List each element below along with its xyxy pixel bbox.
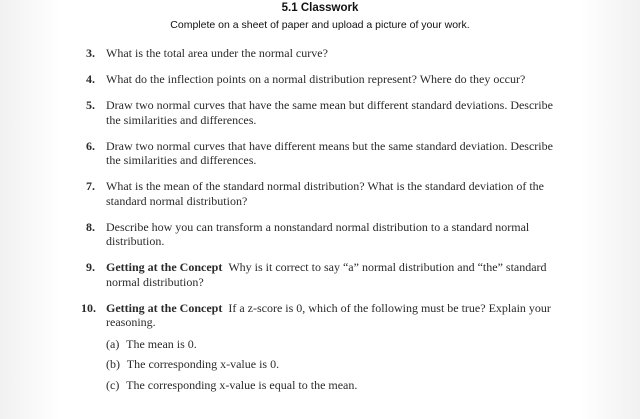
question-number: 9.: [86, 260, 95, 274]
question-8: [86, 220, 560, 249]
question-text: Draw two normal curves that have different means but the same standard deviation. Describe the similarities and differences.: [106, 138, 553, 167]
question-7: [86, 179, 560, 208]
question-text: What is the total area under the normal curve?: [106, 46, 328, 60]
question-6: [86, 139, 560, 168]
question-number: 7.: [86, 179, 95, 193]
page-title: 5.1 Classwork: [281, 2, 359, 14]
option-text: The corresponding x-value is equal to the mean.: [126, 377, 358, 392]
question-text: Why is it correct to say “a” normal distribution and “the” standard normal distribution?: [106, 260, 547, 289]
option-a: [106, 337, 560, 352]
question-number: 8.: [86, 219, 95, 234]
option-label: (c): [106, 377, 120, 392]
option-text: The corresponding x-value is 0.: [126, 357, 280, 371]
question-3: [86, 46, 560, 61]
option-c: [106, 378, 560, 393]
question-5: [86, 98, 560, 127]
question-text: Describe how you can transform a nonstandard normal distribution to a standard normal distribution.: [106, 219, 530, 248]
question-list: [81, 46, 560, 404]
question-text: Draw two normal curves that have the same mean but different standard deviations. Describe the similarities and differences.: [106, 98, 553, 127]
page-instructions: Complete on a sheet of paper and upload a picture of your work.: [170, 19, 470, 31]
answer-options: [106, 337, 560, 393]
option-label: (b): [106, 357, 120, 371]
question-number: 6.: [86, 138, 95, 153]
question-text: If a z-score is 0, which of the following must be true? Explain your reasoning.: [106, 300, 551, 329]
question-text: What is the mean of the standard normal distribution? What is the standard deviation of the standard normal distribution?: [106, 179, 544, 208]
question-10: [81, 300, 560, 393]
concept-label: Getting at the Concept: [106, 260, 223, 274]
option-b: [106, 357, 560, 372]
question-number: 10.: [81, 300, 96, 315]
concept-label: Getting at the Concept: [106, 300, 223, 315]
option-text: The mean is 0.: [126, 336, 197, 351]
question-number: 4.: [86, 72, 95, 86]
option-label: (a): [106, 336, 120, 351]
question-4: [86, 72, 560, 87]
question-text: What do the inflection points on a normal distribution represent? Where do they occur?: [106, 72, 526, 86]
question-number: 3.: [86, 46, 95, 60]
question-number: 5.: [86, 98, 95, 112]
question-9: [86, 260, 560, 289]
